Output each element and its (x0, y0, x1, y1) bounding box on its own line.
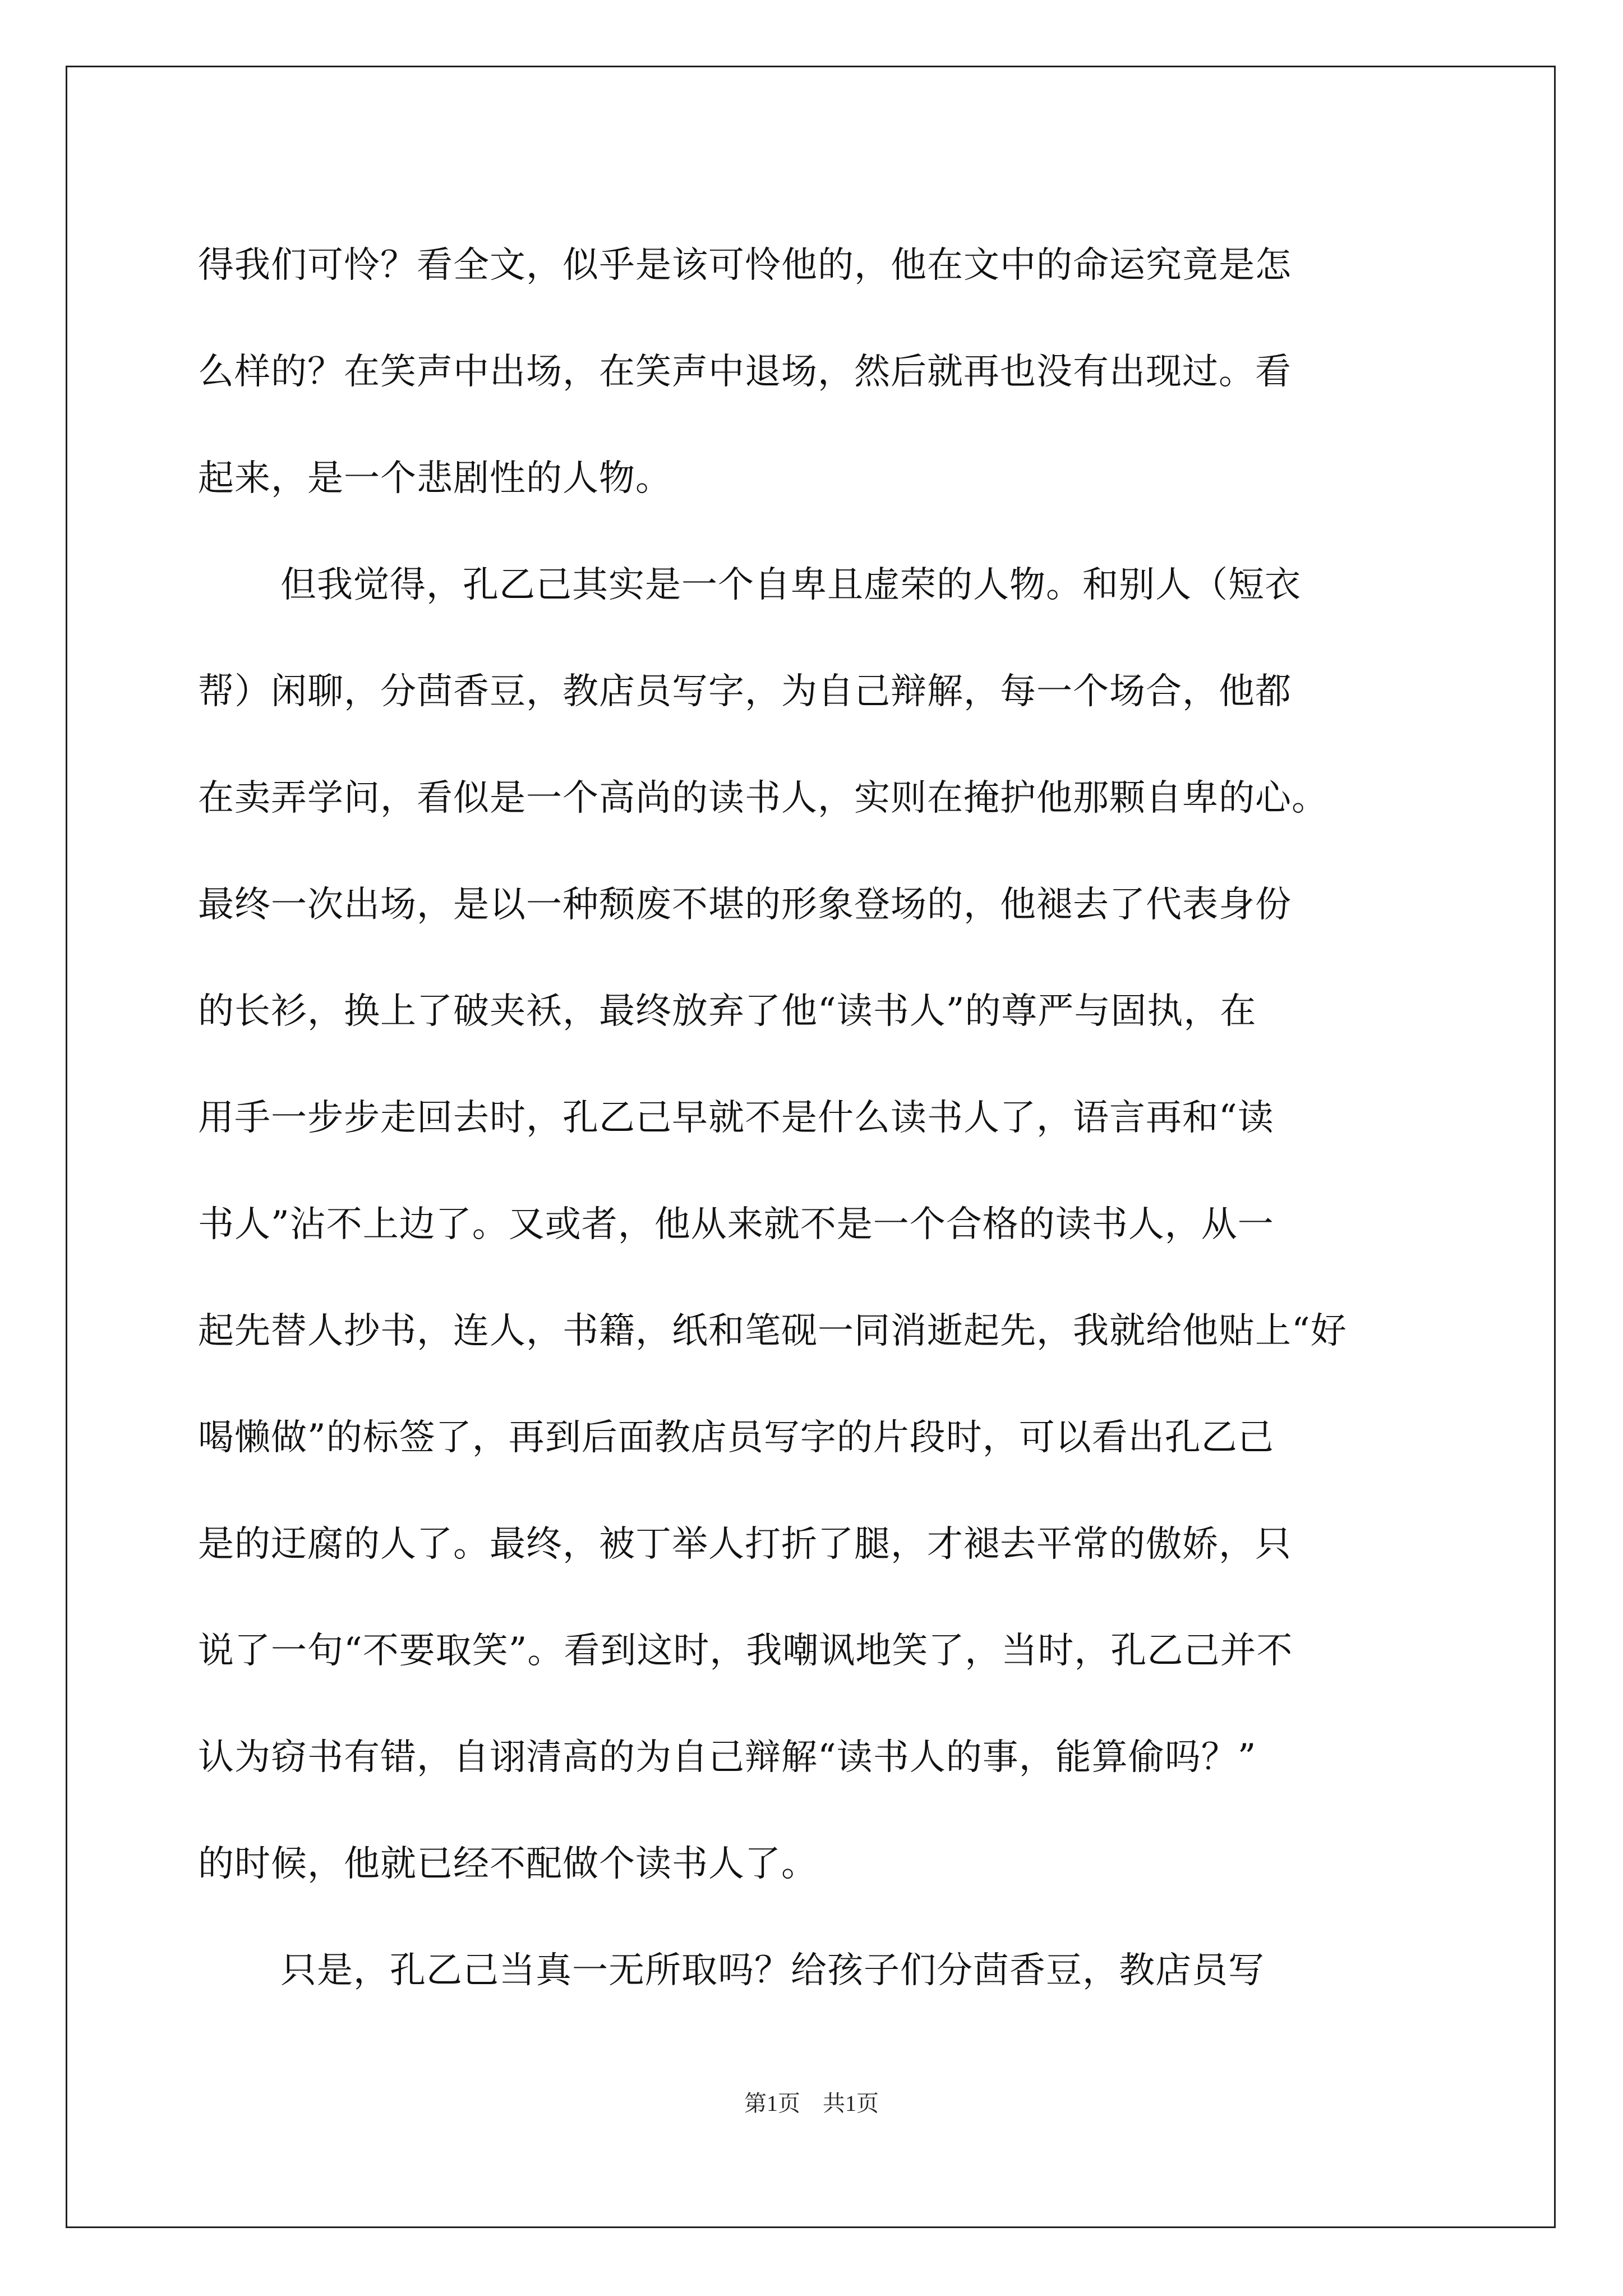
paragraph-start-line: 但我觉得，孔乙己其实是一个自卑且虚荣的人物。和别人（短衣 (280, 564, 1301, 606)
text-line: 的时候，他就已经不配做个读书人了。 (198, 1843, 818, 1885)
text-line: 说了一句“不要取笑”。看到这时，我嘲讽地笑了，当时，孔乙己并不 (198, 1630, 1293, 1672)
text-line: 是的迂腐的人了。最终，被丁举人打折了腿，才褪去平常的傲娇，只 (198, 1524, 1292, 1565)
text-line: 最终一次出场，是以一种颓废不堪的形象登场的，他褪去了代表身份 (198, 884, 1292, 926)
paragraph-start-line: 只是，孔乙己当真一无所取吗？给孩子们分茴香豆，教店员写 (280, 1950, 1265, 1991)
text-line: 起先替人抄书，连人，书籍，纸和笔砚一同消逝起先，我就给他贴上“好 (198, 1310, 1347, 1352)
text-line: 么样的？在笑声中出场，在笑声中退场，然后就再也没有出现过。看 (198, 351, 1292, 393)
text-line: 得我们可怜？看全文，似乎是该可怜他的，他在文中的命运究竟是怎 (198, 245, 1292, 286)
text-line: 起来，是一个悲剧性的人物。 (198, 458, 672, 499)
text-line: 的长衫，换上了破夹袄，最终放弃了他“读书人”的尊严与固执，在 (198, 991, 1257, 1032)
text-line: 帮）闲聊，分茴香豆，教店员写字，为自己辩解，每一个场合，他都 (198, 671, 1292, 712)
text-line: 喝懒做”的标签了，再到后面教店员写字的片段时，可以看出孔乙己 (198, 1417, 1274, 1458)
document-body (198, 212, 1426, 2024)
text-line: 在卖弄学问，看似是一个高尚的读书人，实则在掩护他那颗自卑的心。 (198, 777, 1328, 819)
text-line: 用手一步步走回去时，孔乙己早就不是什么读书人了，语言再和“读 (198, 1097, 1274, 1139)
text-line: 认为窃书有错，自诩清高的为自己辩解“读书人的事，能算偷吗？” (198, 1737, 1257, 1778)
page-number-footer: 第1页 共1页 (744, 2091, 879, 2116)
text-line: 书人”沾不上边了。又或者，他从来就不是一个合格的读书人，从一 (198, 1204, 1274, 1245)
